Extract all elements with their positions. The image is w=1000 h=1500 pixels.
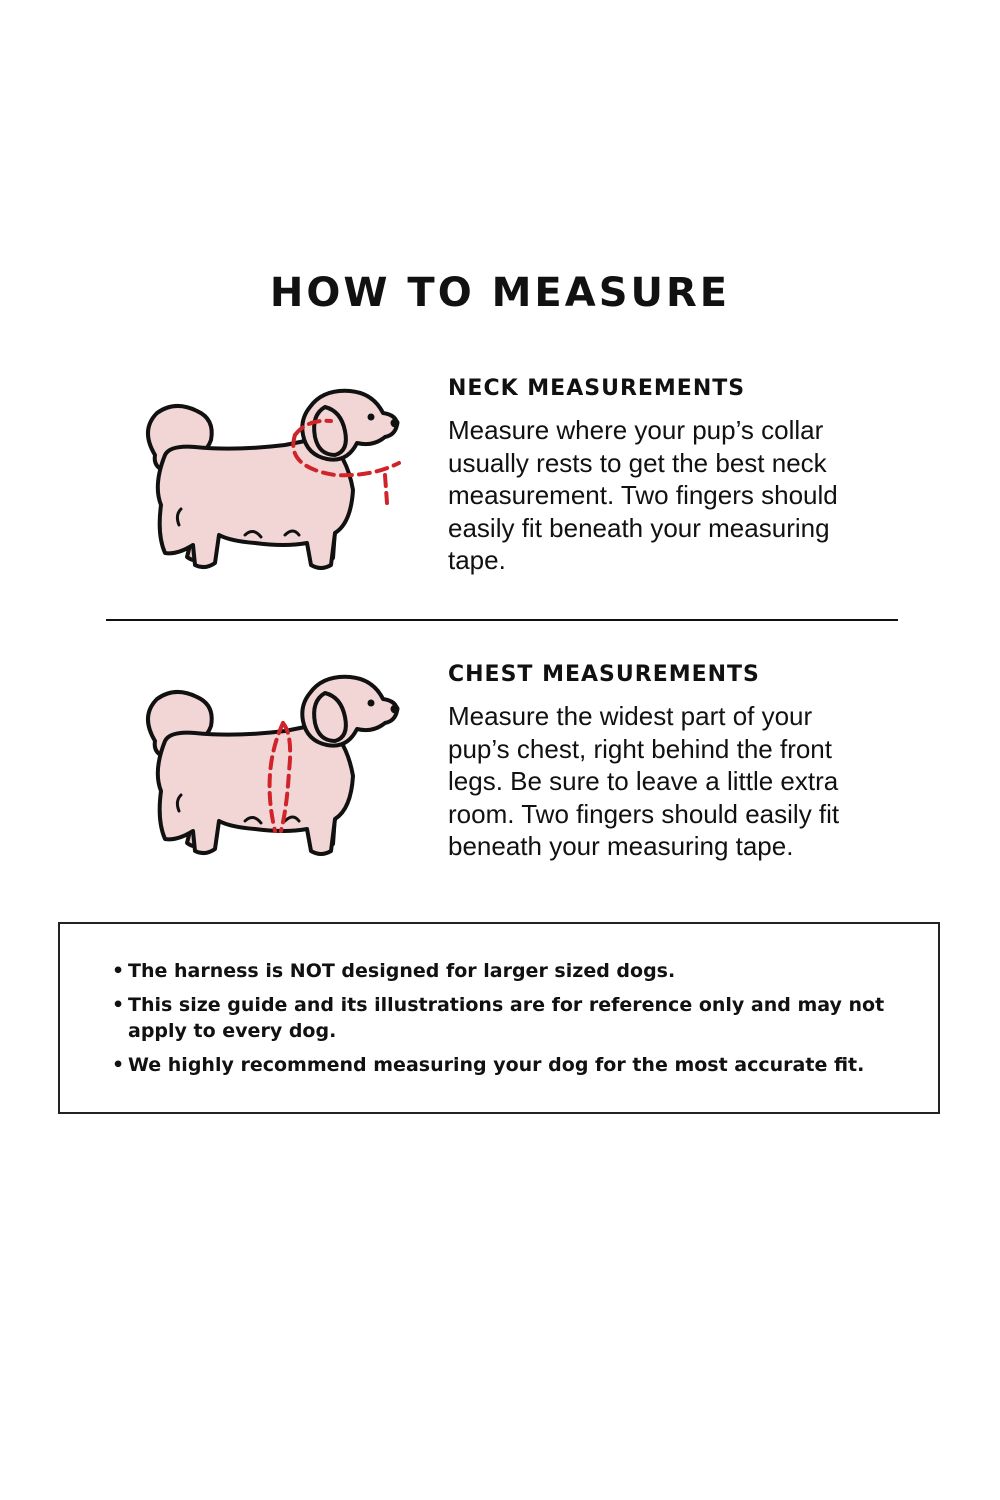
dog-chest-measurement-icon	[135, 671, 410, 861]
note-item	[112, 992, 902, 1044]
note-text: This size guide and its illustrations are for reference only and may not apply to every dog.	[128, 994, 885, 1042]
note-item	[112, 958, 902, 984]
neck-measurements-heading: NECK MEASUREMENTS	[448, 376, 746, 401]
note-item	[112, 1052, 902, 1078]
note-text: The harness is NOT designed for larger sized dogs.	[128, 960, 676, 982]
neck-measurements-text: Measure where your pup’s collar usually rests to get the best neck measurement. Two fingers should easily fit beneath your measuring tape.	[448, 415, 838, 575]
neck-section	[0, 370, 1000, 590]
dog-neck-measurement-icon	[135, 385, 410, 575]
page-title: HOW TO MEASURE	[269, 270, 731, 316]
bullet-icon: •	[112, 994, 125, 1016]
note-text: We highly recommend measuring your dog for the most accurate fit.	[128, 1054, 865, 1076]
bullet-icon: •	[112, 1054, 125, 1076]
notes-box	[58, 922, 940, 1114]
chest-section	[0, 656, 1000, 876]
section-divider	[106, 619, 898, 621]
bullet-icon: •	[112, 960, 125, 982]
chest-measurements-text: Measure the widest part of your pup’s chest, right behind the front legs. Be sure to leave a little extra room. Two fingers should easily fit beneath your measuring tape.	[448, 701, 840, 861]
chest-measurements-heading: CHEST MEASUREMENTS	[448, 662, 760, 687]
notes-list	[112, 958, 902, 1086]
